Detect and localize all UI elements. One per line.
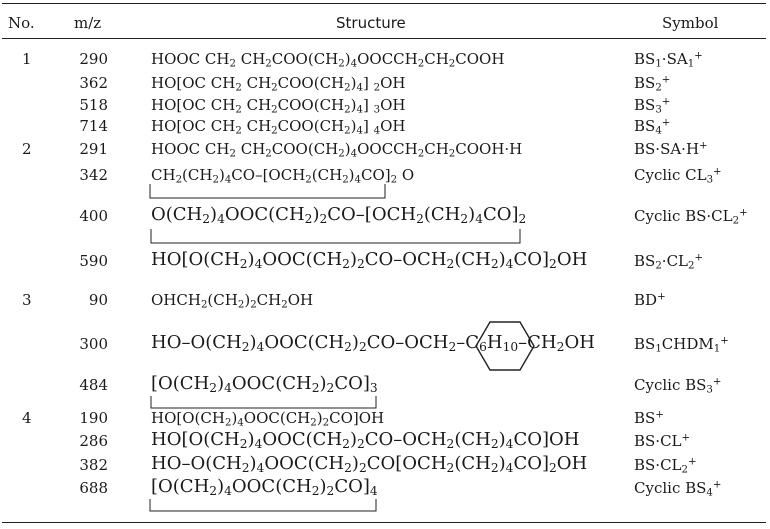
row-mz: 90	[88, 291, 108, 309]
row-structure: $HO[O(CH_2)_4OOC(CH_2)_2CO]OH$	[151, 409, 385, 429]
row-structure: $O(CH_2)_4OOC(CH_2)_2CO-[OCH_2(CH_2)_4CO]_2$	[151, 204, 527, 227]
row-structure: $HO[O(CH_2)_4OOC(CH_2)_2CO-OCH_2(CH_2)_4CO]_2OH$	[151, 249, 588, 272]
row-symbol: Cyclic $BS_4^+$	[634, 479, 722, 499]
row-structure: $HO-O(CH_2)_4OOC(CH_2)_2CO-OCH_2-C_6H_{10}-CH_2OH$	[151, 332, 595, 355]
row-structure: $HO-O(CH_2)_4OOC(CH_2)_2CO[OCH_2(CH_2)_4CO]_2OH$	[151, 453, 588, 476]
row-symbol: BD+	[634, 291, 666, 309]
row-symbol: Cyclic $BS_3^+$	[634, 376, 722, 396]
row-no: 4	[22, 409, 32, 427]
top-rule	[2, 3, 766, 4]
row-no: 3	[22, 291, 32, 309]
row-mz: 291	[79, 140, 108, 158]
row-symbol: $BS_2\cdot CL_2^+$	[634, 252, 704, 272]
row-structure: HO[OC $CH_2$ $CH_2COO(CH_2)_4$] $_3$OH	[151, 96, 406, 116]
row-symbol: Cyclic $CL_3^+$	[634, 166, 722, 186]
row-symbol: $BS\cdot CL_2^+$	[634, 456, 697, 476]
row-symbol: BS·CL+	[634, 432, 691, 450]
row-structure: $HO[O(CH_2)_4OOC(CH_2)_2CO-OCH_2(CH_2)_4CO]OH$	[151, 429, 580, 452]
ring-closure-bracket	[0, 479, 770, 515]
row-symbol: $BS_1\cdot SA_1^+$	[634, 50, 703, 70]
row-mz: 688	[79, 479, 108, 497]
row-mz: 484	[79, 376, 108, 394]
ring-closure-bracket	[0, 376, 770, 412]
row-mz: 300	[79, 335, 108, 353]
row-structure: $OHCH_2(CH_2)_2CH_2OH$	[151, 291, 314, 311]
row-structure: $[O(CH_2)_4OOC(CH_2)_2CO]_3$	[151, 373, 378, 396]
row-mz: 286	[79, 432, 108, 450]
row-mz: 714	[79, 117, 108, 135]
header-structure: Structure	[336, 14, 406, 32]
row-symbol: BS+	[634, 409, 664, 427]
bottom-rule	[2, 522, 766, 523]
row-no: 1	[22, 50, 32, 68]
row-symbol: $BS_4^+$	[634, 117, 671, 137]
row-symbol: $BS_2^+$	[634, 74, 671, 94]
ring-closure-bracket	[0, 166, 770, 202]
row-mz: 190	[79, 409, 108, 427]
row-structure: $[O(CH_2)_4OOC(CH_2)_2CO]_4$	[151, 476, 378, 499]
row-symbol: BS·SA·H+	[634, 140, 708, 158]
row-structure: HOOC $CH_2$ $CH_2COO(CH_2)_4OOCCH_2CH_2COOH$	[151, 50, 505, 70]
row-structure: HOOC $CH_2$ $CH_2COO(CH_2)_4OOCCH_2CH_2COOH\cdot H$	[151, 140, 523, 160]
header-no: No.	[8, 14, 35, 32]
row-mz: 590	[79, 252, 108, 270]
row-mz: 342	[79, 166, 108, 184]
row-mz: 290	[79, 50, 108, 68]
row-symbol: Cyclic $BS\cdot CL_2^+$	[634, 207, 748, 227]
row-mz: 382	[79, 456, 108, 474]
cyclohexane-ring-icon	[462, 316, 552, 380]
header-symbol: Symbol	[662, 14, 719, 32]
ring-closure-bracket	[0, 207, 770, 247]
header-rule	[2, 38, 766, 39]
row-mz: 362	[79, 74, 108, 92]
row-no: 2	[22, 140, 32, 158]
row-symbol: $BS_1CHDM_1^+$	[634, 335, 729, 355]
row-symbol: $BS_3^+$	[634, 96, 671, 116]
row-structure: HO[OC $CH_2$ $CH_2COO(CH_2)_4$] $_2$OH	[151, 74, 406, 94]
row-mz: 400	[79, 207, 108, 225]
header-mz: m/z	[74, 14, 102, 32]
row-structure: $CH_2(CH_2)_4CO-[OCH_2(CH_2)_4CO]_2$ O	[151, 166, 415, 186]
row-mz: 518	[79, 96, 108, 114]
row-structure: HO[OC $CH_2$ $CH_2COO(CH_2)_4$] $_4$OH	[151, 117, 406, 137]
